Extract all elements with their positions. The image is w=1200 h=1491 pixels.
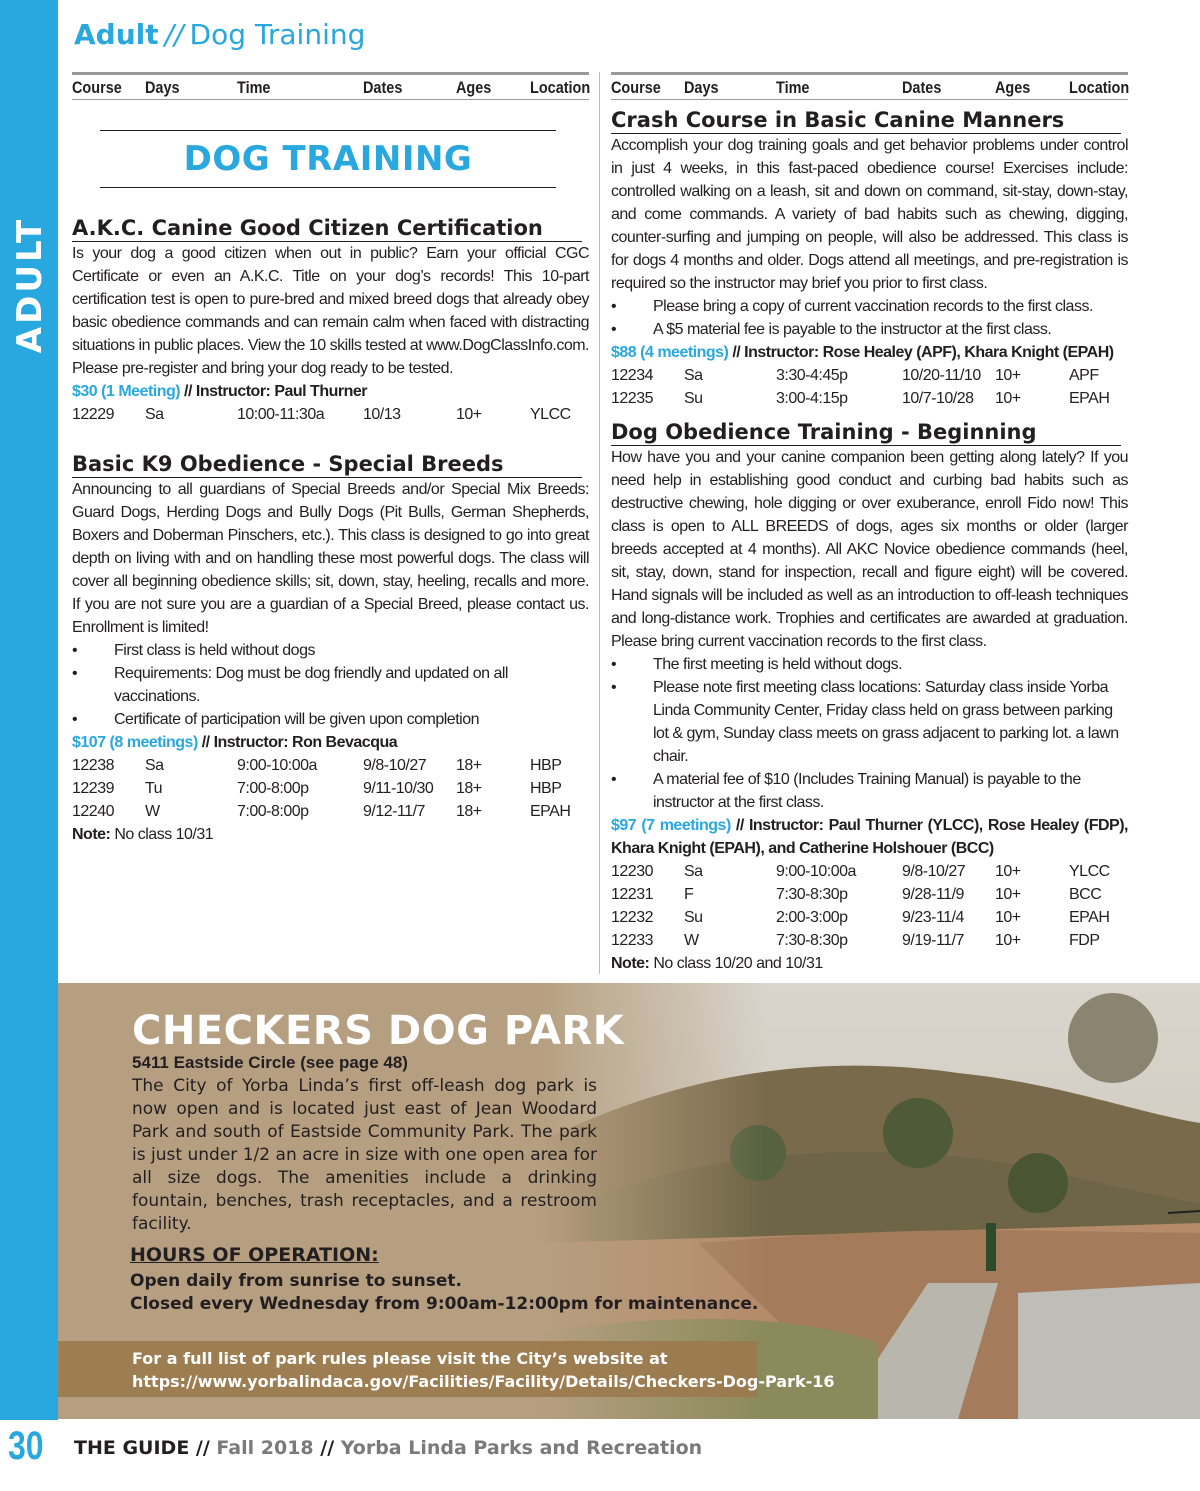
course-dates: 9/23-11/4 [902,909,964,926]
course-number: 12231 [611,886,653,903]
course-number: 12232 [611,909,653,926]
course-time: 10:00-11:30a [237,406,325,423]
price-line [611,341,1128,364]
course-ages: 10+ [456,406,482,423]
course-dates: 9/12-11/7 [363,803,425,820]
footer-separator: // [313,1437,341,1459]
bullet-text: Please bring a copy of current vaccination records to the first class. [653,298,1093,315]
course-ages: 10+ [995,863,1021,880]
park-rules-text: For a full list of park rules please visit the City’s website at [132,1349,668,1368]
course-time: 3:00-4:15p [776,390,848,407]
course-ages: 10+ [995,886,1021,903]
course-dates: 9/11-10/30 [363,780,434,797]
course-days: Su [684,909,703,926]
course-crash [611,108,1128,410]
bullet-item: • A material fee of $10 (Includes Training Manual) is payable to the instructor at the first class. [611,771,1081,811]
col-ages: Ages [995,78,1031,97]
course-number: 12233 [611,932,653,949]
note-label: Note: [72,826,111,843]
course-time: 9:00-10:00a [237,757,317,774]
park-rules [132,1347,835,1393]
course-number: 12235 [611,390,653,407]
col-dates: Dates [363,78,403,97]
course-time: 7:30-8:30p [776,886,848,903]
course-location: HBP [530,780,562,797]
course-price: $30 (1 Meeting) [72,383,181,400]
hours-heading: HOURS OF OPERATION: [130,1244,379,1266]
course-days: Sa [145,757,164,774]
bullet-item: • Please note first meeting class locations: Saturday class inside Yorba Linda Community Center, Friday class held on grass between parking lot & gym, Sunday class meets on grass adjacent to parking lot. a lawn chair. [611,679,1119,765]
col-location: Location [530,78,591,97]
footer-org: Yorba Linda Parks and Recreation [340,1437,703,1459]
course-days: Sa [684,863,703,880]
right-column [611,72,1128,975]
left-column [72,72,589,846]
course-days: W [145,803,160,820]
hours-line: Open daily from sunrise to sunset. [130,1271,462,1291]
col-course: Course [72,78,122,97]
section-header [74,18,365,51]
course-ages: 10+ [995,390,1021,407]
course-location: BCC [1069,886,1102,903]
bullet-list [611,295,1128,341]
page-number: 30 [8,1424,44,1468]
schedule-row [72,800,589,823]
col-location: Location [1069,78,1130,97]
park-title: CHECKERS DOG PARK [132,1008,625,1054]
course-dates: 10/13 [363,406,401,423]
course-dates: 9/8-10/27 [902,863,966,880]
bullet-item: • A $5 material fee is payable to the instructor at the first class. [611,321,1052,338]
course-description: How have you and your canine companion been getting along lately? If you need help in establishing good conduct and curbing bad habits such as destructive chewing, hole digging or over exuberance, enroll Fido now! This class is open to ALL BREEDS of dogs, ages six months or older (larger breeds accepted at 4 months). All AKC Novice obedience commands (heel, sit, stay, down, stand for inspection, recall and figure eight) will be covered. Hand signals will be included as well as an introduction to off-leash techniques and long-distance work. Trophies and certificates are awarded at graduation. Please bring current vaccination records to the first class. [611,449,1128,650]
course-price: $97 (7 meetings) [611,817,731,834]
schedule-row [72,403,589,426]
course-time: 7:00-8:00p [237,803,309,820]
course-instructor: // Instructor: Rose Healey (APF), Khara Knight (EPAH) [728,344,1114,361]
section-title-box [100,130,556,188]
footer-guide: THE GUIDE [74,1437,190,1459]
bullet-text: The first meeting is held without dogs. [653,656,903,673]
course-note [611,952,1128,975]
course-time: 9:00-10:00a [776,863,856,880]
bullet-item: • Requirements: Dog must be dog friendly and updated on all vaccinations. [72,665,508,705]
schedule-row [611,883,1128,906]
bullet-text: Certificate of participation will be given upon completion [114,711,479,728]
col-time: Time [776,78,810,97]
schedule-row [72,777,589,800]
course-number: 12239 [72,780,114,797]
course-number: 12229 [72,406,114,423]
course-time: 7:00-8:00p [237,780,309,797]
column-header [72,72,589,100]
column-divider [599,72,600,974]
park-description: The City of Yorba Linda’s first off-leash dog park is now open and is located just east of Jean Woodard Park and south of Eastside Community Park. The park is just under 1/2 an acre in size with one open area for all size dogs. The amenities include a drinking fountain, benches, trash receptacles, and a restroom facility. [132,1076,597,1234]
note-text: No class 10/31 [110,826,214,843]
bullet-item: • First class is held without dogs [72,642,315,659]
course-ages: 18+ [456,803,482,820]
bullet-text: A $5 material fee is payable to the instructor at the first class. [653,321,1052,338]
course-location: EPAH [1069,909,1110,926]
course-location: APF [1069,367,1099,384]
course-k9 [72,452,589,846]
note-text: No class 10/20 and 10/31 [649,955,823,972]
park-address: 5411 Eastside Circle (see page 48) [132,1053,408,1072]
course-description: Is your dog a good citizen when out in public? Earn your official CGC Certificate or even an A.K.C. Title on your dog’s records! This 10-part certification test is open to pure-bred and mixed breed dogs that already obey basic obedience commands and can remain calm when faced with distracting situations in public places. View the 10 skills tested at www.DogClassInfo.com. Please pre-register and bring your dog ready to be tested. [72,245,589,377]
course-time: 3:30-4:45p [776,367,848,384]
footer [74,1437,702,1459]
course-days: Su [684,390,703,407]
col-time: Time [237,78,271,97]
course-dates: 10/20-11/10 [902,367,981,384]
schedule-row [611,860,1128,883]
course-number: 12230 [611,863,653,880]
note-label: Note: [611,955,650,972]
course-title: Dog Obedience Training - Beginning [611,420,1121,446]
bullet-text: First class is held without dogs [114,642,315,659]
course-location: EPAH [1069,390,1110,407]
bullet-text: A material fee of $10 (Includes Training Manual) is payable to the instructor at the first class. [653,771,1081,811]
header-category: Adult [74,18,159,51]
course-ages: 10+ [995,909,1021,926]
course-time: 2:00-3:00p [776,909,848,926]
bullet-text: Please note first meeting class locations: Saturday class inside Yorba Linda Community Center, Friday class held on grass between parking lot & gym, Sunday class meets on grass adjacent to parking lot. a lawn chair. [653,679,1119,765]
course-note [72,823,589,846]
col-dates: Dates [902,78,942,97]
col-days: Days [684,78,719,97]
course-obedience [611,420,1128,975]
course-instructor: // Instructor: Ron Bevacqua [197,734,398,751]
course-title: Crash Course in Basic Canine Manners [611,108,1121,134]
course-description: Accomplish your dog training goals and get behavior problems under control in just 4 weeks, in this fast-paced obedience course! Exercises include: controlled walking on a leash, sit and down on command, sit-stay, down-stay, and come commands. A variety of bad habits such as chewing, digging, counter-surfing and jumping on people, will also be addressed. This class is for dogs 4 months and older. Dogs attend all meetings, and pre-registration is required so the instructor may brief you prior to first class. [611,137,1128,292]
course-ages: 18+ [456,780,482,797]
course-location: HBP [530,757,562,774]
column-header [611,72,1128,100]
course-time: 7:30-8:30p [776,932,848,949]
section-title: DOG TRAINING [183,139,473,179]
course-instructor: // Instructor: Paul Thurner (YLCC), Rose Healey (FDP), Khara Knight (EPAH), and Catherine Holshouer (BCC) [611,817,1128,857]
course-ages: 18+ [456,757,482,774]
bullet-list [72,639,589,731]
course-days: F [684,886,694,903]
course-instructor: // Instructor: Paul Thurner [180,383,367,400]
schedule-row [72,754,589,777]
bullet-item: • Please bring a copy of current vaccination records to the first class. [611,298,1093,315]
park-rules-link[interactable]: https://www.yorbalindaca.gov/Facilities/Facility/Details/Checkers-Dog-Park-16 [132,1372,835,1391]
course-days: Tu [145,780,163,797]
course-price: $88 (4 meetings) [611,344,729,361]
course-dates: 9/28-11/9 [902,886,964,903]
course-number: 12240 [72,803,114,820]
header-separator: // [164,18,184,51]
course-dates: 9/8-10/27 [363,757,427,774]
bullet-text: Requirements: Dog must be dog friendly and updated on all vaccinations. [114,665,508,705]
schedule-row [611,906,1128,929]
hours-line: Closed every Wednesday from 9:00am-12:00pm for maintenance. [130,1294,759,1314]
course-title: Basic K9 Obedience - Special Breeds [72,452,582,478]
footer-separator: // [189,1437,217,1459]
price-line [72,380,589,403]
course-ages: 10+ [995,932,1021,949]
course-days: W [684,932,699,949]
course-dates: 10/7-10/28 [902,390,974,407]
course-days: Sa [684,367,703,384]
course-days: Sa [145,406,164,423]
schedule-row [611,364,1128,387]
course-price: $107 (8 meetings) [72,734,198,751]
course-dates: 9/19-11/7 [902,932,964,949]
course-number: 12238 [72,757,114,774]
bullet-item: • The first meeting is held without dogs. [611,656,903,673]
col-days: Days [145,78,180,97]
header-subcategory: Dog Training [189,18,366,51]
bullet-list [611,653,1128,814]
bullet-item: • Certificate of participation will be given upon completion [72,711,479,728]
course-location: EPAH [530,803,571,820]
schedule-row [611,387,1128,410]
course-title: A.K.C. Canine Good Citizen Certification [72,216,582,242]
course-cgc [72,216,589,426]
course-location: YLCC [530,406,571,423]
price-line [611,814,1128,860]
col-ages: Ages [456,78,492,97]
footer-season: Fall 2018 [216,1437,314,1459]
course-number: 12234 [611,367,653,384]
price-line [72,731,589,754]
course-location: FDP [1069,932,1100,949]
col-course: Course [611,78,661,97]
course-description: Announcing to all guardians of Special Breeds and/or Special Mix Breeds: Guard Dogs, Herding Dogs and Bully Dogs (Pit Bulls, German Shepherds, Boxers and Doberman Pinschers, etc.). This class is designed to go into great depth on living with and on handling these most powerful dogs. The class will cover all beginning obedience skills; sit, down, stay, heeling, recalls and more. If you are not sure you are a guardian of a Special Breed, please contact us. Enrollment is limited! [72,481,589,636]
schedule-row [611,929,1128,952]
course-ages: 10+ [995,367,1021,384]
course-location: YLCC [1069,863,1110,880]
side-tab-label: ADULT [10,216,50,354]
